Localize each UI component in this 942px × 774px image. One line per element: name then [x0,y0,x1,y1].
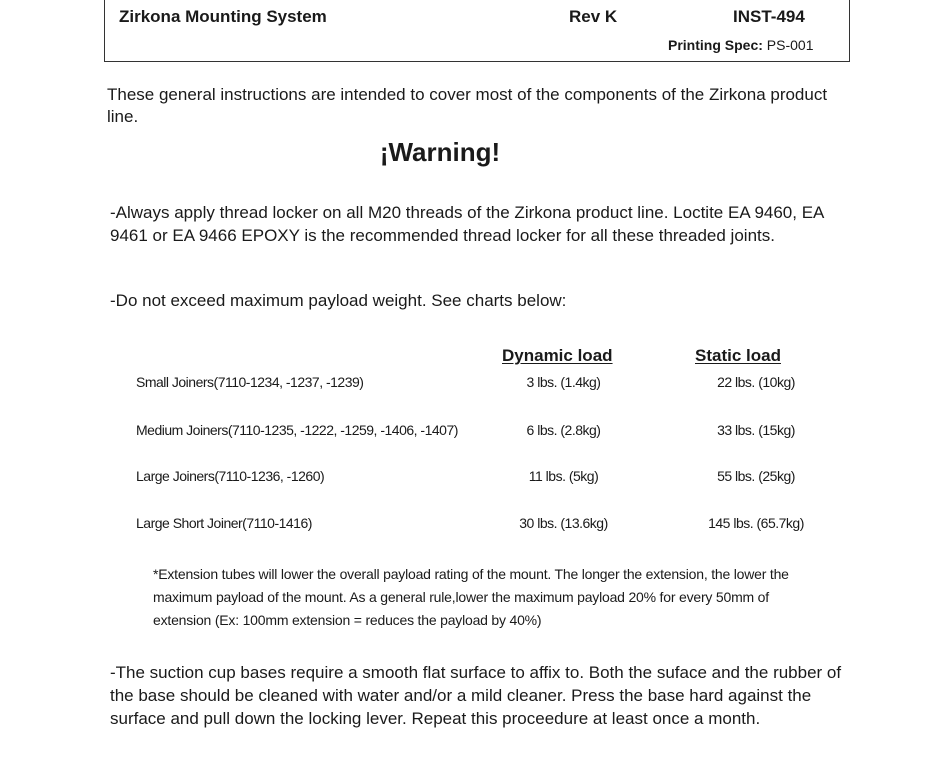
dynamic-load-value: 6 lbs. (2.8kg) [526,422,601,438]
extension-tube-note: *Extension tubes will lower the overall payload rating of the mount. The longer the extension, the lower the maximum payload of the mount. As a general rule,lower the maximum payload 20% for every 50mm of extension (Ex: 100mm extension = reduces the payload by 40%) [153,566,789,628]
joiner-name: Large Short Joiner(7110-1416) [136,515,312,531]
static-load-value: 145 lbs. (65.7kg) [708,515,804,531]
joiner-name: Medium Joiners(7110-1235, -1222, -1259, -1406, -1407) [136,422,458,438]
suction-cup-instruction: -The suction cup bases require a smooth flat surface to affix to. Both the suface and the rubber of the base should be cleaned with water and/or a mild cleaner. Press the base hard against the surface and pull down the locking lever. Repeat this proceedure at least once a month. [110,663,842,728]
dynamic-load-value: 30 lbs. (13.6kg) [519,515,608,531]
static-load-value: 55 lbs. (25kg) [717,468,795,484]
printing-spec [668,37,814,53]
document-header [104,0,850,62]
printing-spec-value: PS-001 [766,37,814,53]
dynamic-load-header: Dynamic load [502,346,613,365]
thread-locker-instruction: -Always apply thread locker on all M20 threads of the Zirkona product line. Loctite EA 9460, EA 9461 or EA 9466 EPOXY is the recommended thread locker for all these threaded joints. [110,203,824,245]
dynamic-load-value: 11 lbs. (5kg) [528,468,599,484]
joiner-name: Small Joiners(7110-1234, -1237, -1239) [136,374,364,390]
static-load-value: 22 lbs. (10kg) [717,374,795,390]
warning-heading: ¡Warning! [379,137,501,167]
printing-spec-label: Printing Spec: [668,37,763,53]
payload-instruction: -Do not exceed maximum payload weight. See charts below: [110,291,567,310]
document-title: Zirkona Mounting System [119,7,327,26]
intro-paragraph: These general instructions are intended to cover most of the components of the Zirkona product line. [107,85,828,126]
static-load-value: 33 lbs. (15kg) [717,422,795,438]
revision-label: Rev K [569,7,618,26]
joiner-name: Large Joiners(7110-1236, -1260) [136,468,325,484]
document-number: INST-494 [733,7,805,26]
static-load-header: Static load [695,346,781,365]
dynamic-load-value: 3 lbs. (1.4kg) [526,374,601,390]
